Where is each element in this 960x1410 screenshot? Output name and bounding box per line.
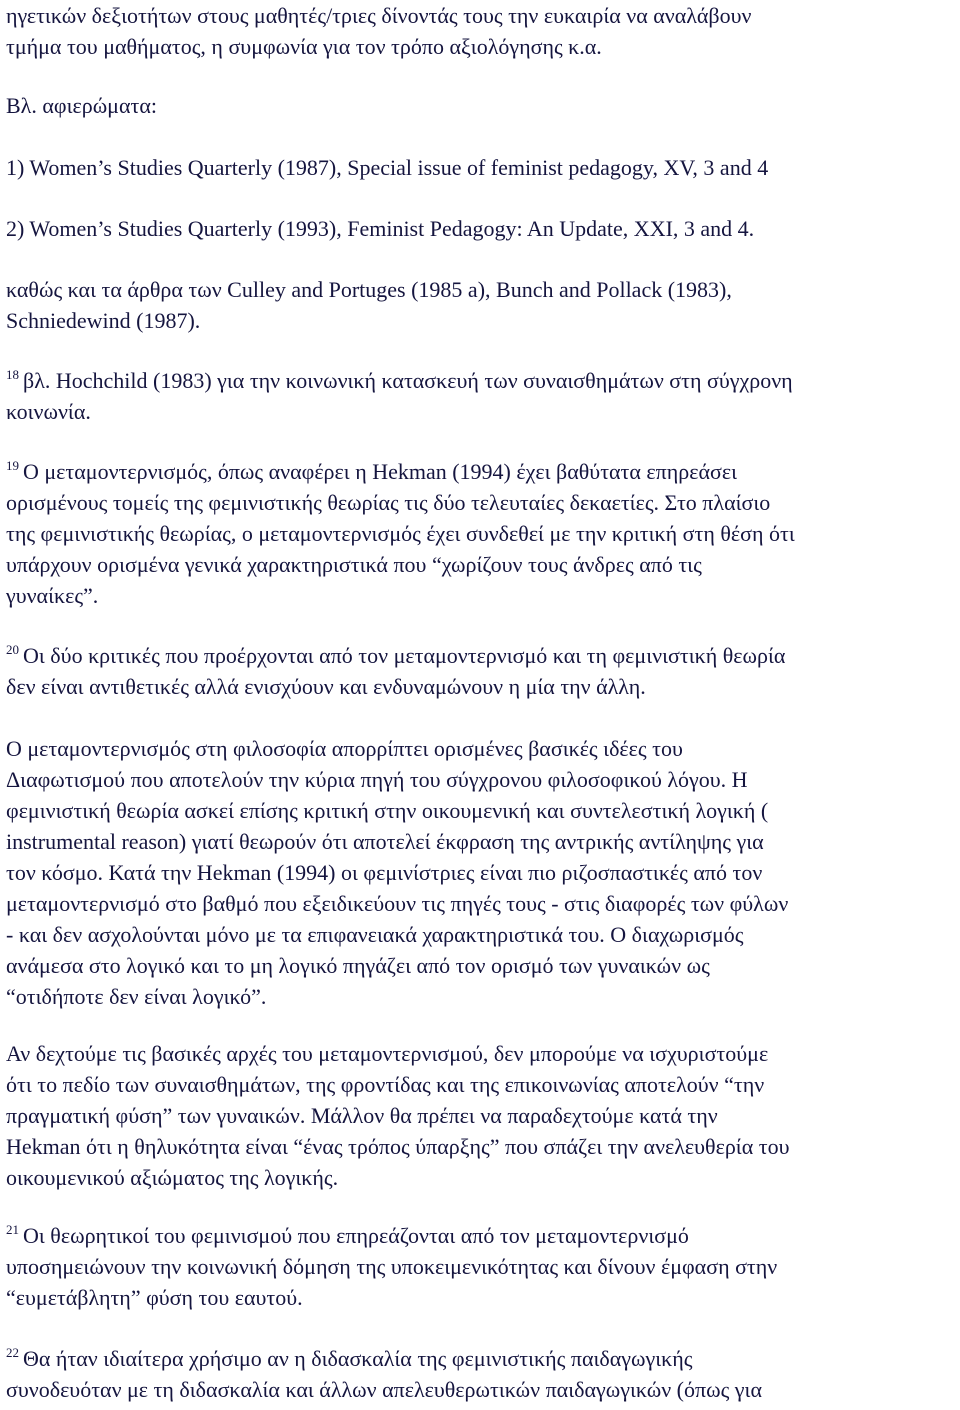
text-line bbox=[6, 396, 958, 427]
text-line bbox=[6, 1038, 958, 1069]
text-line bbox=[6, 826, 958, 857]
paragraph bbox=[6, 1038, 958, 1193]
paragraph bbox=[6, 733, 958, 1012]
paragraph bbox=[6, 0, 958, 62]
text-line bbox=[6, 0, 958, 31]
line-text: πραγματική φύση” των γυναικών. Μάλλον θα πρέπει να παραδεχτούμε κατά την bbox=[6, 1103, 718, 1128]
line-text: κοινωνία. bbox=[6, 399, 91, 424]
text-line bbox=[6, 795, 958, 826]
line-text: οικουμενικού αξιώματος της λογικής. bbox=[6, 1165, 339, 1190]
text-line bbox=[6, 919, 958, 950]
text-line bbox=[6, 671, 958, 702]
line-text: - και δεν ασχολούνται μόνο με τα επιφανειακά χαρακτηριστικά του. Ο διαχωρισμός bbox=[6, 922, 744, 947]
paragraph bbox=[6, 274, 958, 336]
footnote-number: 18 bbox=[6, 367, 19, 382]
text-line bbox=[6, 456, 958, 487]
footnote-number: 20 bbox=[6, 642, 19, 657]
line-text: υπάρχουν ορισμένα γενικά χαρακτηριστικά που “χωρίζουν τους άνδρες από τις bbox=[6, 552, 702, 577]
text-line bbox=[6, 90, 958, 121]
text-line bbox=[6, 31, 958, 62]
line-text: Hekman ότι η θηλυκότητα είναι “ένας τρόπος ύπαρξης” που σπάζει την ανελευθερία του bbox=[6, 1134, 790, 1159]
text-line bbox=[6, 888, 958, 919]
text-line bbox=[6, 1282, 958, 1313]
footnote-paragraph bbox=[6, 1343, 958, 1405]
text-line bbox=[6, 580, 958, 611]
line-text: Οι θεωρητικοί του φεμινισμού που επηρεάζονται από τον μεταμοντερνισμό bbox=[23, 1223, 689, 1248]
line-text: instrumental reason) γιατί θεωρούν ότι αποτελεί έκφραση της αντρικής αντίληψης για bbox=[6, 829, 764, 854]
text-line bbox=[6, 1251, 958, 1282]
line-text: συνοδευόταν με τη διδασκαλία και άλλων απελευθερωτικών παιδαγωγικών (όπως για bbox=[6, 1377, 762, 1402]
line-text: Ο μεταμοντερνισμός, όπως αναφέρει η Hekman (1994) έχει βαθύτατα επηρεάσει bbox=[23, 459, 738, 484]
line-text: ορισμένους τομείς της φεμινιστικής θεωρίας τις δύο τελευταίες δεκαετίες. Στο πλαίσιο bbox=[6, 490, 771, 515]
line-text: Αν δεχτούμε τις βασικές αρχές του μεταμοντερνισμού, δεν μπορούμε να ισχυριστούμε bbox=[6, 1041, 769, 1066]
line-text: βλ. Hochchild (1983) για την κοινωνική κατασκευή των συναισθημάτων στη σύγχρονη bbox=[23, 368, 793, 393]
text-line bbox=[6, 1374, 958, 1405]
text-line bbox=[6, 518, 958, 549]
text-line bbox=[6, 981, 958, 1012]
line-text: φεμινιστική θεωρία ασκεί επίσης κριτική στην οικουμενική και συντελεστική λογική ( bbox=[6, 798, 769, 823]
text-line bbox=[6, 487, 958, 518]
line-text: ηγετικών δεξιοτήτων στους μαθητές/τριες δίνοντάς τους την ευκαιρία να αναλάβουν bbox=[6, 3, 752, 28]
line-text: Βλ. αφιερώματα: bbox=[6, 93, 157, 118]
line-text: Ο μεταμοντερνισμός στη φιλοσοφία απορρίπτει ορισμένες βασικές ιδέες του bbox=[6, 736, 683, 761]
text-line bbox=[6, 1343, 958, 1374]
line-text: γυναίκες”. bbox=[6, 583, 99, 608]
text-line bbox=[6, 1162, 958, 1193]
text-line bbox=[6, 950, 958, 981]
line-text: δεν είναι αντιθετικές αλλά ενισχύουν και ενδυναμώνουν η μία την άλλη. bbox=[6, 674, 646, 699]
line-text: ανάμεσα στο λογικό και το μη λογικό πηγάζει από τον ορισμό των γυναικών ως bbox=[6, 953, 710, 978]
line-text: Διαφωτισμού που αποτελούν την κύρια πηγή του σύγχρονου φιλοσοφικού λόγου. Η bbox=[6, 767, 748, 792]
text-line bbox=[6, 1131, 958, 1162]
paragraph bbox=[6, 152, 958, 183]
footnote-number: 19 bbox=[6, 458, 19, 473]
text-line bbox=[6, 213, 958, 244]
line-text: “ευμετάβλητη” φύση του εαυτού. bbox=[6, 1285, 303, 1310]
text-line bbox=[6, 1220, 958, 1251]
text-line bbox=[6, 857, 958, 888]
text-line bbox=[6, 733, 958, 764]
line-text: 2) Women’s Studies Quarterly (1993), Feminist Pedagogy: An Update, XXI, 3 and 4. bbox=[6, 216, 755, 241]
paragraph bbox=[6, 90, 958, 121]
line-text: Θα ήταν ιδιαίτερα χρήσιμο αν η διδασκαλία της φεμινιστικής παιδαγωγικής bbox=[23, 1346, 693, 1371]
footnote-paragraph bbox=[6, 456, 958, 611]
line-text: 1) Women’s Studies Quarterly (1987), Special issue of feminist pedagogy, XV, 3 and 4 bbox=[6, 155, 769, 180]
text-line bbox=[6, 1100, 958, 1131]
text-line bbox=[6, 274, 958, 305]
text-line bbox=[6, 305, 958, 336]
line-text: Οι δύο κριτικές που προέρχονται από τον μεταμοντερνισμό και τη φεμινιστική θεωρία bbox=[23, 643, 786, 668]
line-text: ότι το πεδίο των συναισθημάτων, της φροντίδας και της επικοινωνίας αποτελούν “την bbox=[6, 1072, 765, 1097]
text-line bbox=[6, 152, 958, 183]
line-text: τμήμα του μαθήματος, η συμφωνία για τον τρόπο αξιολόγησης κ.α. bbox=[6, 34, 602, 59]
footnote-paragraph bbox=[6, 1220, 958, 1313]
line-text: τον κόσμο. Κατά την Hekman (1994) οι φεμινίστριες είναι πιο ριζοσπαστικές από τον bbox=[6, 860, 763, 885]
line-text: Schniedewind (1987). bbox=[6, 308, 201, 333]
text-line bbox=[6, 1069, 958, 1100]
footnote-paragraph bbox=[6, 365, 958, 427]
footnote-number: 21 bbox=[6, 1222, 19, 1237]
footnote-number: 22 bbox=[6, 1345, 19, 1360]
text-line bbox=[6, 365, 958, 396]
footnote-paragraph bbox=[6, 640, 958, 702]
line-text: μεταμοντερνισμό στο βαθμό που εξειδικεύουν τις πηγές τους - στις διαφορές των φύλων bbox=[6, 891, 789, 916]
line-text: καθώς και τα άρθρα των Culley and Portuges (1985 a), Bunch and Pollack (1983), bbox=[6, 277, 732, 302]
text-line bbox=[6, 764, 958, 795]
paragraph bbox=[6, 213, 958, 244]
text-line bbox=[6, 549, 958, 580]
line-text: υποσημειώνουν την κοινωνική δόμηση της υποκειμενικότητας και δίνουν έμφαση στην bbox=[6, 1254, 778, 1279]
text-line bbox=[6, 640, 958, 671]
line-text: “οτιδήποτε δεν είναι λογικό”. bbox=[6, 984, 267, 1009]
line-text: της φεμινιστικής θεωρίας, ο μεταμοντερνισμός έχει συνδεθεί με την κριτική στη θέση ότι bbox=[6, 521, 795, 546]
